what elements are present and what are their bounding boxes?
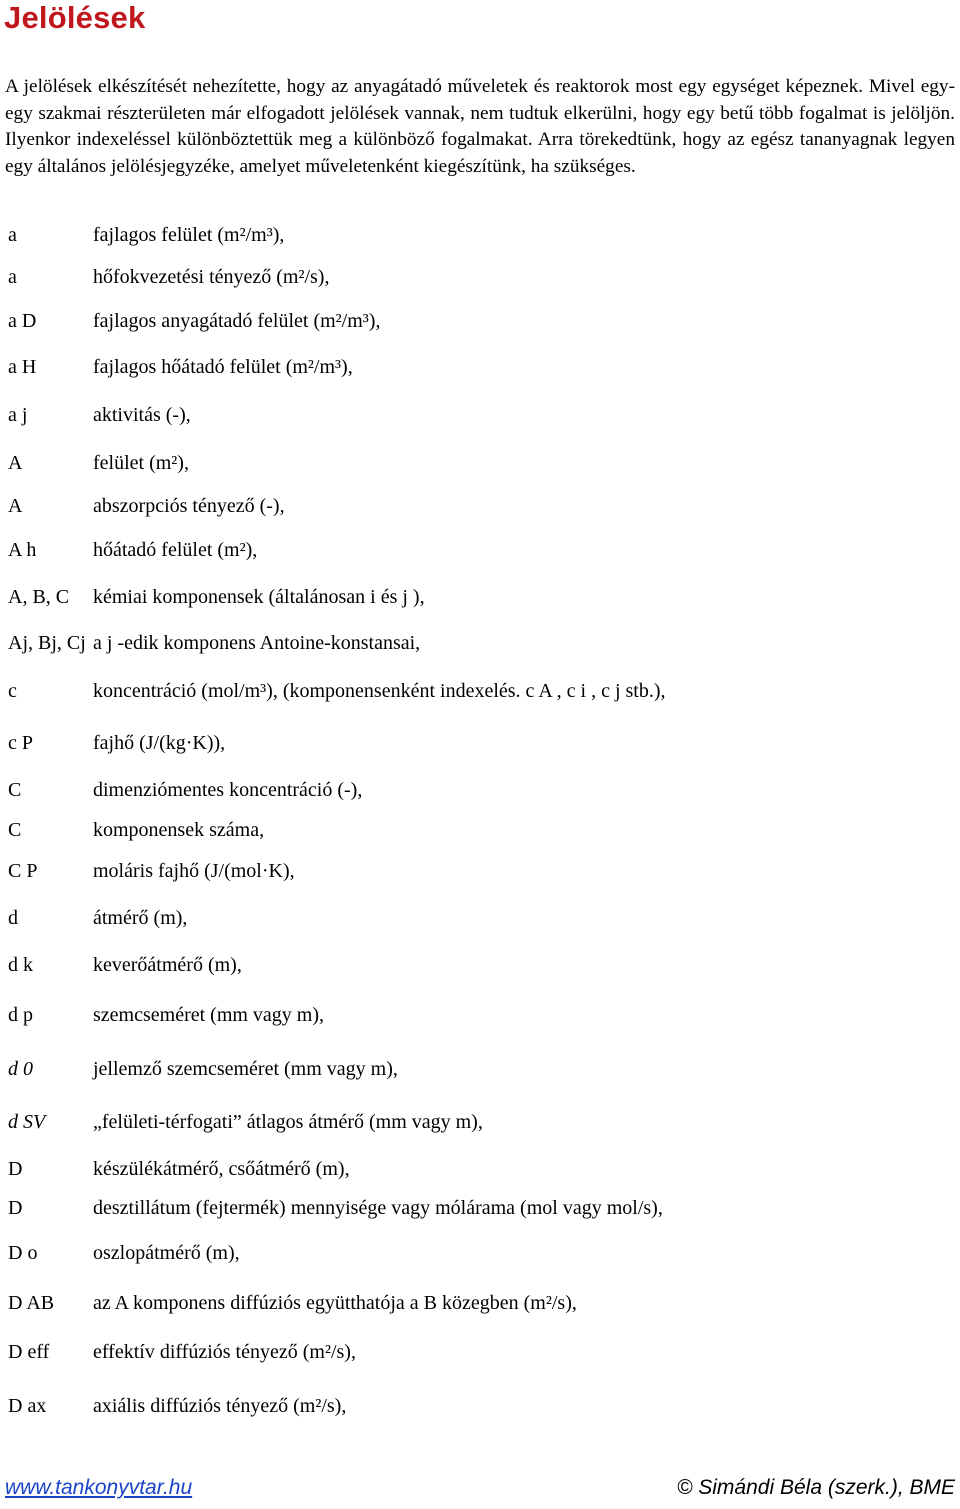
notation-row	[0, 356, 960, 386]
notation-symbol: A h	[8, 539, 37, 561]
notation-symbol: D o	[8, 1242, 38, 1264]
notation-symbol: d k	[8, 954, 33, 976]
notation-definition: axiális diffúziós tényező (m²/s),	[93, 1395, 347, 1417]
notation-symbol: D eff	[8, 1341, 50, 1363]
notation-symbol: a	[8, 266, 17, 288]
notation-definition: dimenziómentes koncentráció (-),	[93, 779, 363, 801]
notation-definition: koncentráció (mol/m³), (komponensenként indexelés. c A , c i , c j stb.),	[93, 680, 666, 702]
notation-symbol: d	[8, 907, 18, 929]
notation-symbol: D	[8, 1158, 23, 1180]
notation-row	[0, 680, 960, 710]
notation-definition: oszlopátmérő (m),	[93, 1242, 240, 1264]
notation-symbol: d SV	[8, 1111, 46, 1133]
notation-definition: fajhő (J/(kg·K)),	[93, 732, 226, 754]
notation-definition: kémiai komponensek (általánosan i és j ),	[93, 586, 425, 608]
notation-row	[0, 1292, 960, 1322]
notation-definition: felület (m²),	[93, 452, 189, 474]
notation-symbol: a H	[8, 356, 37, 378]
notation-row	[0, 1158, 960, 1188]
notation-row	[0, 224, 960, 254]
notation-symbol: D	[8, 1197, 23, 1219]
notation-row	[0, 1058, 960, 1088]
notation-row	[0, 586, 960, 616]
notation-definition: keverőátmérő (m),	[93, 954, 242, 976]
notation-definition: jellemző szemcseméret (mm vagy m),	[93, 1058, 398, 1080]
notation-symbol: a D	[8, 310, 37, 332]
notation-definition: aktivitás (-),	[93, 404, 191, 426]
notation-row	[0, 779, 960, 809]
notation-symbol: D AB	[8, 1292, 55, 1314]
footer-link[interactable]: www.tankonyvtar.hu	[5, 1476, 193, 1499]
notation-definition: hőfokvezetési tényező (m²/s),	[93, 266, 330, 288]
notation-row	[0, 860, 960, 890]
notation-definition: szemcseméret (mm vagy m),	[93, 1004, 325, 1026]
notation-definition: készülékátmérő, csőátmérő (m),	[93, 1158, 350, 1180]
notation-symbol: D ax	[8, 1395, 47, 1417]
notation-symbol: C	[8, 819, 22, 841]
notation-definition: fajlagos hőátadó felület (m²/m³),	[93, 356, 353, 378]
notation-symbol: A	[8, 495, 23, 517]
notation-symbol: C P	[8, 860, 38, 882]
notation-definition: desztillátum (fejtermék) mennyisége vagy mólárama (mol vagy mol/s),	[93, 1197, 663, 1219]
notation-row	[0, 819, 960, 849]
notation-row	[0, 310, 960, 340]
notation-row	[0, 1341, 960, 1371]
notation-row	[0, 1242, 960, 1272]
notation-symbol: d p	[8, 1004, 33, 1026]
notation-definition: moláris fajhő (J/(mol·K),	[93, 860, 295, 882]
notation-row	[0, 1111, 960, 1141]
notation-symbol: A, B, C	[8, 586, 70, 608]
notation-row	[0, 1004, 960, 1034]
notation-symbol: Aj, Bj, Cj	[8, 632, 86, 654]
notation-definition: effektív diffúziós tényező (m²/s),	[93, 1341, 356, 1363]
notation-row	[0, 954, 960, 984]
notation-row	[0, 495, 960, 525]
notation-row	[0, 1197, 960, 1227]
notation-definition: komponensek száma,	[93, 819, 265, 841]
notation-row	[0, 1395, 960, 1425]
notation-symbol: C	[8, 779, 22, 801]
footer-copyright: © Simándi Béla (szerk.), BME	[676, 1476, 955, 1499]
notation-symbol: c P	[8, 732, 33, 754]
notation-row	[0, 632, 960, 662]
notation-row	[0, 907, 960, 937]
notation-definition: „felületi-térfogati” átlagos átmérő (mm vagy m),	[93, 1111, 483, 1133]
notation-symbol: a j	[8, 404, 28, 426]
notation-symbol: a	[8, 224, 17, 246]
notation-definition: az A komponens diffúziós együtthatója a B közegben (m²/s),	[93, 1292, 577, 1314]
intro-paragraph: A jelölések elkészítését nehezítette, hogy az anyagátadó műveletek és reaktorok most egy egységet képeznek. Mivel egy-egy szakmai részterületen már elfogadott jelölések vannak, nem tudtuk elkerülni, hogy egy betű több fogalmat is jelöljön. Ilyenkor indexeléssel különböztettük meg a különböző fogalmakat. Arra törekedtünk, hogy az egész tananyagnak legyen egy általános jelölésjegyzéke, amelyet műveletenként kiegészítünk, ha szükséges.	[5, 76, 955, 177]
notation-symbol: c	[8, 680, 17, 702]
notation-symbol: d 0	[8, 1058, 33, 1080]
notation-definition: fajlagos anyagátadó felület (m²/m³),	[93, 310, 381, 332]
notation-definition: átmérő (m),	[93, 907, 188, 929]
page-title: Jelölések	[4, 0, 146, 35]
notation-definition: abszorpciós tényező (-),	[93, 495, 285, 517]
notation-definition: a j -edik komponens Antoine-konstansai,	[93, 632, 421, 654]
notation-row	[0, 404, 960, 434]
notation-row	[0, 452, 960, 482]
notation-row	[0, 539, 960, 569]
notation-row	[0, 732, 960, 762]
notation-definition: fajlagos felület (m²/m³),	[93, 224, 285, 246]
notation-definition: hőátadó felület (m²),	[93, 539, 258, 561]
notation-symbol: A	[8, 452, 23, 474]
notation-row	[0, 266, 960, 296]
